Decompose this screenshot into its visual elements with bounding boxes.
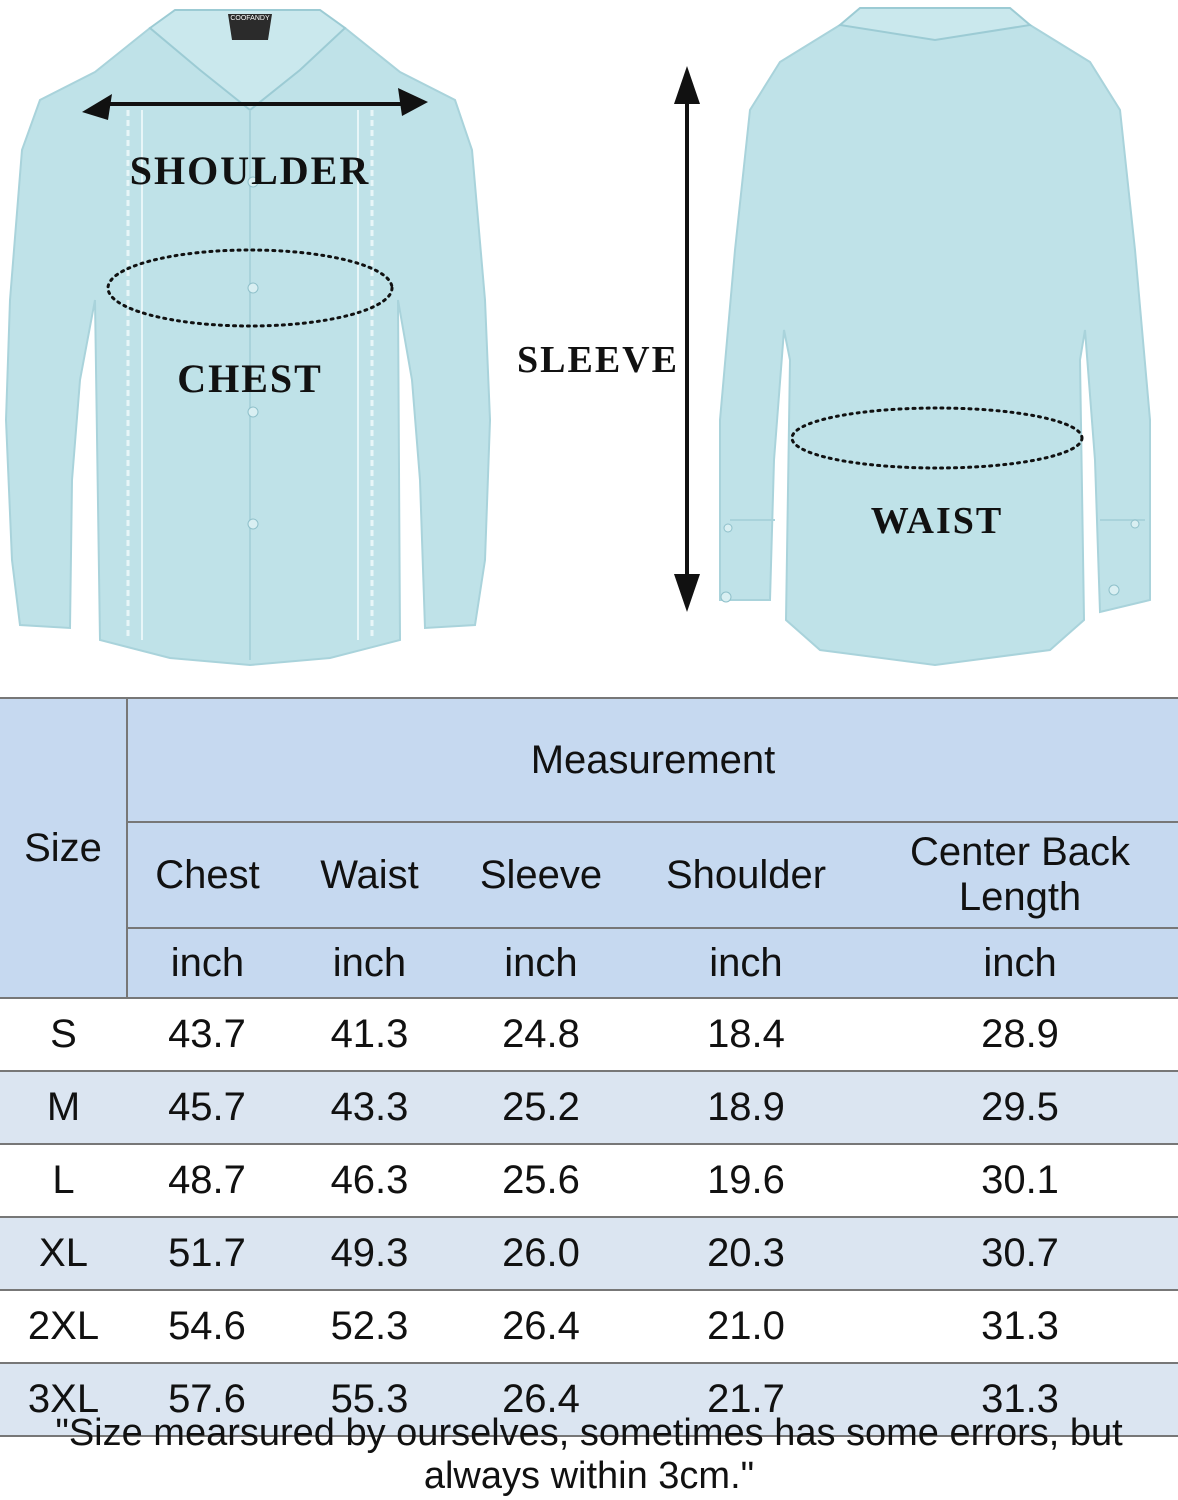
chest-cell: 57.6 bbox=[127, 1363, 287, 1436]
sleeve-cell: 26.4 bbox=[452, 1363, 630, 1436]
size-disclaimer-note: "Size mearsured by ourselves, sometimes has some errors, but always within 3cm." bbox=[55, 1412, 1123, 1497]
col-shoulder: Shoulder bbox=[630, 822, 862, 928]
measurement-group-header: Measurement bbox=[127, 698, 1178, 822]
unit-waist: inch bbox=[287, 928, 452, 998]
size-rows bbox=[0, 998, 1178, 1436]
table-row bbox=[0, 1144, 1178, 1217]
unit-chest: inch bbox=[127, 928, 287, 998]
shirt-measurement-illustration bbox=[0, 0, 1178, 690]
col-center-back-length: Center Back Length bbox=[862, 822, 1178, 928]
size-cell: L bbox=[0, 1144, 127, 1217]
size-cell: 2XL bbox=[0, 1290, 127, 1363]
chest-cell: 48.7 bbox=[127, 1144, 287, 1217]
shoulder-label: SHOULDER bbox=[129, 148, 371, 193]
waist-cell: 46.3 bbox=[287, 1144, 452, 1217]
back-shirt-image bbox=[720, 8, 1150, 665]
chest-cell: 51.7 bbox=[127, 1217, 287, 1290]
length-cell: 29.5 bbox=[862, 1071, 1178, 1144]
sleeve-cell: 25.6 bbox=[452, 1144, 630, 1217]
chest-label: CHEST bbox=[177, 356, 323, 401]
chest-cell: 45.7 bbox=[127, 1071, 287, 1144]
size-column-header: Size bbox=[0, 698, 127, 998]
unit-row bbox=[0, 928, 1178, 998]
sleeve-cell: 26.4 bbox=[452, 1290, 630, 1363]
shoulder-cell: 18.4 bbox=[630, 998, 862, 1071]
unit-center-back-length: inch bbox=[862, 928, 1178, 998]
waist-cell: 49.3 bbox=[287, 1217, 452, 1290]
table-row bbox=[0, 1217, 1178, 1290]
size-cell: 3XL bbox=[0, 1363, 127, 1436]
col-chest: Chest bbox=[127, 822, 287, 928]
shoulder-cell: 20.3 bbox=[630, 1217, 862, 1290]
sleeve-cell: 26.0 bbox=[452, 1217, 630, 1290]
brand-tag: COOFANDY bbox=[230, 15, 270, 22]
unit-shoulder: inch bbox=[630, 928, 862, 998]
waist-cell: 43.3 bbox=[287, 1071, 452, 1144]
sleeve-cell: 25.2 bbox=[452, 1071, 630, 1144]
sleeve-cell: 24.8 bbox=[452, 998, 630, 1071]
sleeve-label: SLEEVE bbox=[517, 339, 679, 381]
chest-cell: 54.6 bbox=[127, 1290, 287, 1363]
waist-cell: 55.3 bbox=[287, 1363, 452, 1436]
length-cell: 30.7 bbox=[862, 1217, 1178, 1290]
length-cell: 31.3 bbox=[862, 1290, 1178, 1363]
size-cell: M bbox=[0, 1071, 127, 1144]
unit-sleeve: inch bbox=[452, 928, 630, 998]
size-table bbox=[0, 697, 1178, 1437]
sleeve-measure bbox=[517, 66, 700, 612]
col-sleeve: Sleeve bbox=[452, 822, 630, 928]
chest-cell: 43.7 bbox=[127, 998, 287, 1071]
size-cell: S bbox=[0, 998, 127, 1071]
size-cell: XL bbox=[0, 1217, 127, 1290]
table-row bbox=[0, 1071, 1178, 1144]
waist-cell: 52.3 bbox=[287, 1290, 452, 1363]
shoulder-cell: 19.6 bbox=[630, 1144, 862, 1217]
table-row bbox=[0, 998, 1178, 1071]
shoulder-cell: 18.9 bbox=[630, 1071, 862, 1144]
length-cell: 30.1 bbox=[862, 1144, 1178, 1217]
waist-label: WAIST bbox=[870, 500, 1004, 542]
col-waist: Waist bbox=[287, 822, 452, 928]
length-cell: 31.3 bbox=[862, 1363, 1178, 1436]
table-row bbox=[0, 1290, 1178, 1363]
size-chart bbox=[0, 697, 1178, 1437]
shoulder-cell: 21.7 bbox=[630, 1363, 862, 1436]
front-shirt-image bbox=[6, 10, 490, 665]
length-cell: 28.9 bbox=[862, 998, 1178, 1071]
column-name-row bbox=[0, 822, 1178, 928]
shoulder-cell: 21.0 bbox=[630, 1290, 862, 1363]
waist-cell: 41.3 bbox=[287, 998, 452, 1071]
